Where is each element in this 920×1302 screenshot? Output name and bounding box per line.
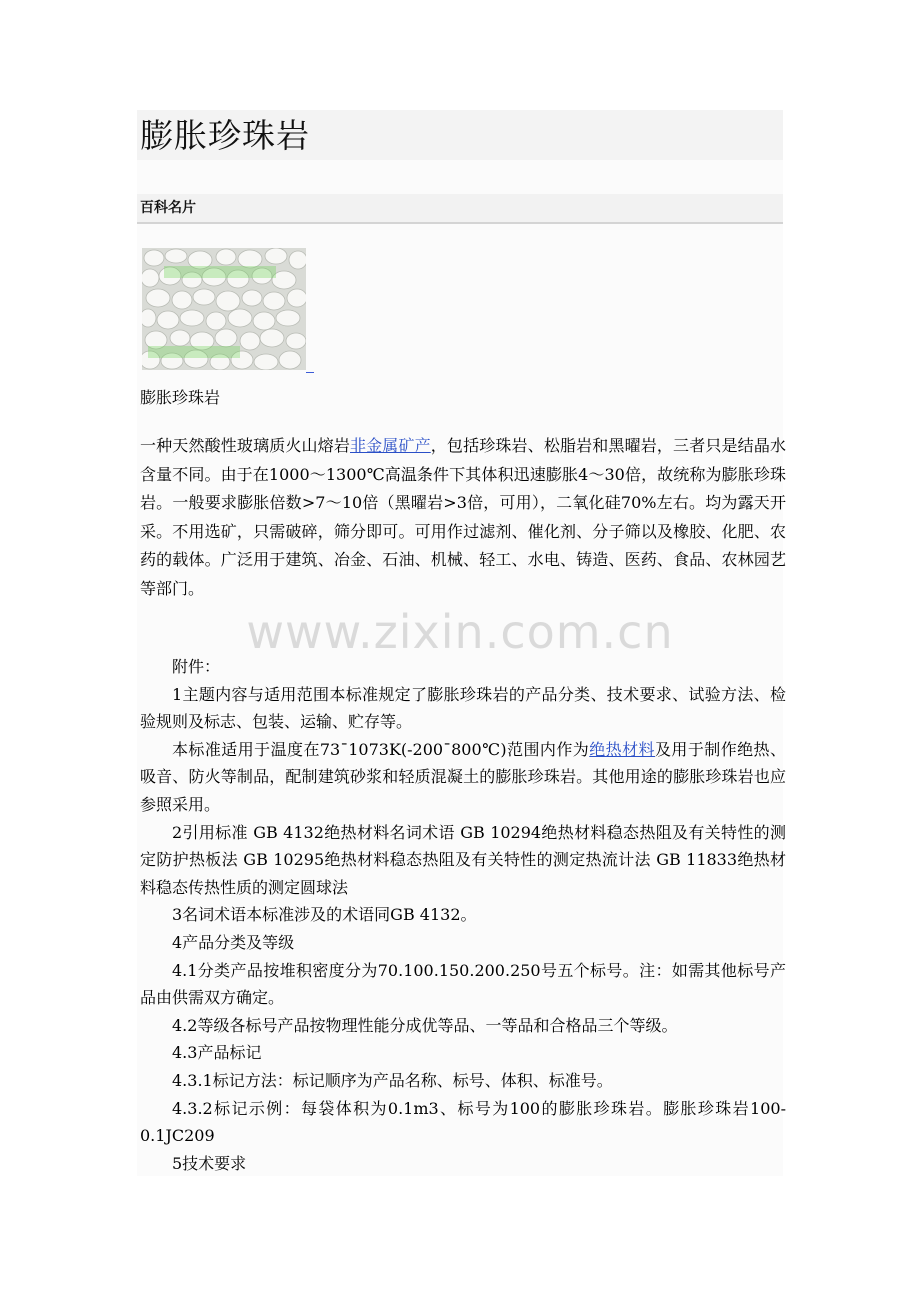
paragraph-applicability xyxy=(140,736,786,819)
heading-4-3: 4.3产品标记 xyxy=(172,1043,262,1063)
page-title: 膨胀珍珠岩 xyxy=(140,116,310,155)
applicability-text-1: 本标准适用于温度在73¯1073K(-200¯800℃)范围内作为 xyxy=(172,739,590,759)
link-nonmetal-minerals[interactable]: 非金属矿产 xyxy=(350,436,431,455)
document-body xyxy=(140,653,786,1177)
image-caption: 膨胀珍珠岩 xyxy=(140,388,221,407)
link-insulation-material[interactable]: 绝热材料 xyxy=(589,739,655,759)
heading-technical-requirements: 5技术要求 xyxy=(172,1153,247,1173)
intro-text-1: 一种天然酸性玻璃质火山熔岩 xyxy=(140,436,350,455)
paragraph-references: 2引用标准 GB 4132绝热材料名词术语 GB 10294绝热材料稳态热阻及有关特性的测定防护热板法 GB 10295绝热材料稳态热阻及有关特性的测定热流计法 GB 11833绝热材料稳态传热性质的测定圆球法 xyxy=(140,822,786,897)
heading-classification: 4产品分类及等级 xyxy=(172,932,295,952)
paragraph-4-1: 4.1分类产品按堆积密度分为70.100.150.200.250号五个标号。注：如需其他标号产品由供需双方确定。 xyxy=(140,960,786,1008)
attachment-label: 附件： xyxy=(172,657,221,676)
paragraph-4-2: 4.2等级各标号产品按物理性能分成优等品、一等品和合格品三个等级。 xyxy=(172,1015,678,1035)
section-label: 百科名片 xyxy=(140,200,196,216)
intro-paragraph xyxy=(140,432,786,603)
intro-text-2: ，包括珍珠岩、松脂岩和黑曜岩，三者只是结晶水含量不同。由于在1000～1300℃高温条件下其体积迅速膨胀4～30倍，故统称为膨胀珍珠岩。一般要求膨胀倍数>7～10倍（黑曜岩>3倍，可用），二氧化硅70%左右。均为露天开采。不用选矿，只需破碎，筛分即可。可用作过滤剂、催化剂、分子筛以及橡胶、化肥、农药的载体。广泛用于建筑、冶金、石油、机械、轻工、水电、铸造、医药、食品、农林园艺等部门。 xyxy=(140,436,786,598)
perlite-photo-icon xyxy=(142,248,306,370)
watermark: www.zixin.com.cn xyxy=(246,605,674,659)
paragraph-terms: 3名词术语本标准涉及的术语同GB 4132。 xyxy=(172,905,477,925)
perlite-photo[interactable] xyxy=(142,248,306,370)
paragraph-4-3-1: 4.3.1标记方法：标记顺序为产品名称、标号、体积、标准号。 xyxy=(172,1070,613,1090)
section-header xyxy=(137,194,783,224)
applicability-text-2: 及用于制作绝热、吸音、防火等制品，配制建筑砂浆和轻质混凝土的膨胀珍珠岩。其他用途的膨胀珍珠岩也应参照采用。 xyxy=(140,739,786,814)
paragraph-scope: 1主题内容与适用范围本标准规定了膨胀珍珠岩的产品分类、技术要求、试验方法、检验规则及标志、包装、运输、贮存等。 xyxy=(140,684,786,732)
image-link-underline xyxy=(306,372,314,373)
paragraph-4-3-2: 4.3.2标记示例：每袋体积为0.1m3、标号为100的膨胀珍珠岩。膨胀珍珠岩100-0.1JC209 xyxy=(140,1098,786,1146)
